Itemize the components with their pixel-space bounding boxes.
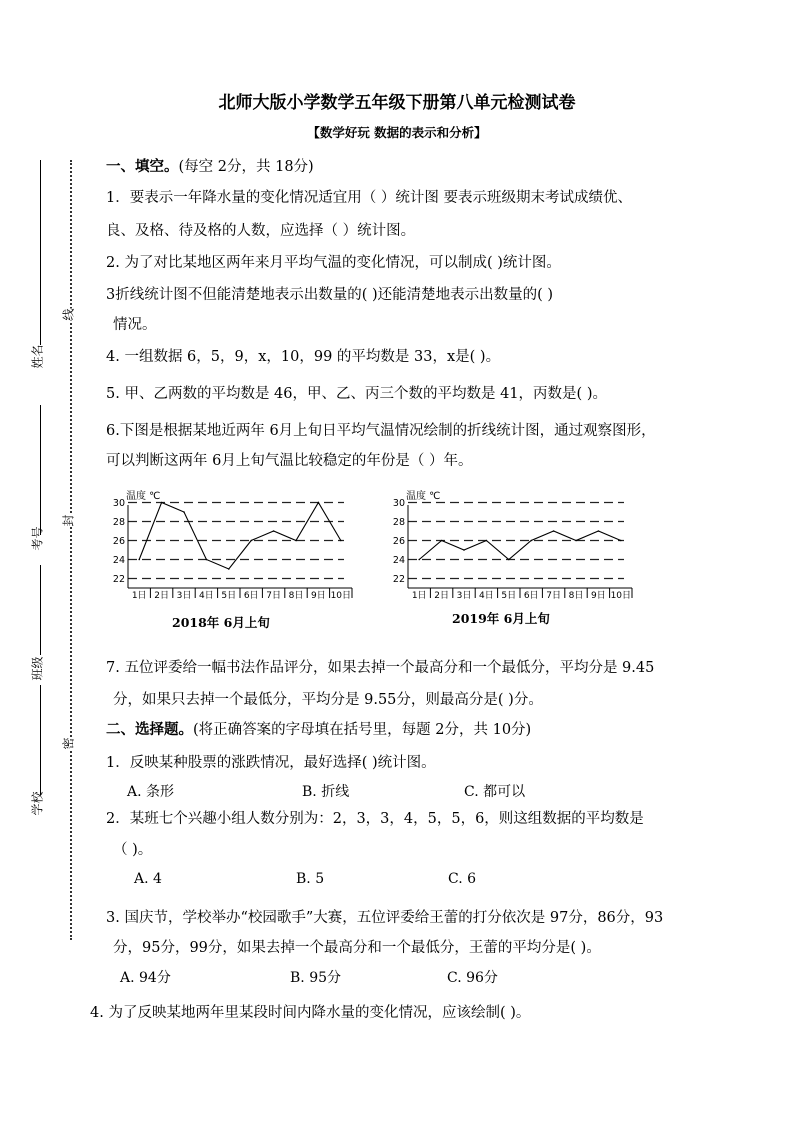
- margin-rule: [40, 160, 41, 345]
- data-point: [273, 530, 275, 532]
- s2-q2-line2: （ )。: [113, 842, 153, 858]
- x-tick-label: 6日: [243, 591, 259, 601]
- margin-rule: [40, 405, 41, 535]
- x-tick-label: 10日: [610, 591, 632, 601]
- data-point: [463, 549, 465, 551]
- s2-q2-option-a: A. 4: [134, 871, 162, 887]
- y-axis-label: 温度 ℃: [126, 491, 161, 502]
- q7-line2: 分，如果只去掉一个最低分，平均分是 9.55分，则最高分是( )分。: [113, 692, 543, 708]
- q7-line1: 7. 五位评委给一幅书法作品评分，如果去掉一个最高分和一个最低分，平均分是 9.45: [106, 660, 655, 676]
- data-point: [318, 502, 320, 504]
- y-tick-label: 24: [112, 555, 125, 566]
- data-point: [228, 568, 230, 570]
- y-tick-label: 30: [392, 498, 405, 509]
- binding-line-char: 线: [61, 308, 76, 321]
- s2-q1-option-a: A. 条形: [127, 784, 175, 800]
- x-tick-label: 2日: [154, 591, 169, 601]
- section-1-label: 一、填空。: [106, 158, 179, 175]
- chart-2019-caption: 2019年 6月上旬: [452, 611, 550, 626]
- y-tick-label: 22: [392, 574, 405, 585]
- data-point: [575, 540, 577, 542]
- data-point: [161, 502, 163, 504]
- section-2-label: 二、选择题。: [106, 721, 193, 738]
- q6-line1: 6.下图是根据某地近两年 6月上旬日平均气温情况绘制的折线统计图，通过观察图形，: [106, 423, 656, 439]
- data-point: [530, 540, 532, 542]
- x-tick-label: 3日: [176, 591, 192, 601]
- section-1-note: (每空 2分，共 18分): [178, 159, 314, 175]
- q6-line2: 可以判断这两年 6月上旬气温比较稳定的年份是（ ）年。: [106, 453, 473, 469]
- binding-secret-char: 密: [61, 737, 76, 750]
- x-tick-label: 5日: [501, 591, 517, 601]
- s2-q1-option-c: C. 都可以: [464, 784, 526, 800]
- data-point: [441, 540, 443, 542]
- x-tick-label: 2日: [434, 591, 449, 601]
- data-point: [295, 540, 297, 542]
- y-tick-label: 24: [392, 555, 405, 566]
- section-1-header: [106, 155, 314, 176]
- s2-q3-option-c: C. 96分: [447, 970, 498, 986]
- x-tick-label: 4日: [479, 591, 494, 601]
- temperature-chart-2019: [380, 483, 640, 608]
- class-label: 班级: [30, 656, 45, 681]
- x-tick-label: 4日: [199, 591, 214, 601]
- s2-q3-line1: 3. 国庆节，学校举办“校园歌手”大赛，五位评委给王蕾的打分依次是 97分，86分，93: [106, 910, 664, 926]
- x-tick-label: 9日: [311, 591, 326, 601]
- data-point: [206, 559, 208, 561]
- data-point: [598, 530, 600, 532]
- x-tick-label: 8日: [288, 591, 304, 601]
- x-tick-label: 8日: [568, 591, 584, 601]
- x-tick-label: 10日: [330, 591, 352, 601]
- temperature-chart-2018: [100, 483, 360, 608]
- q4-text: 4. 一组数据 6，5，9，x，10，99 的平均数是 33，x是( )。: [106, 349, 501, 365]
- s2-q2-option-b: B. 5: [296, 871, 325, 887]
- x-tick-label: 9日: [591, 591, 606, 601]
- margin-rule: [40, 685, 41, 795]
- school-label: 学校: [30, 791, 45, 816]
- y-tick-label: 30: [112, 498, 125, 509]
- s2-q2-line1: 2．某班七个兴趣小组人数分别为：2，3，3，4，5，5，6，则这组数据的平均数是: [106, 811, 644, 827]
- data-point: [553, 530, 555, 532]
- y-tick-label: 28: [392, 517, 405, 528]
- binding-seal-char: 封: [61, 514, 76, 527]
- x-tick-label: 5日: [221, 591, 237, 601]
- x-tick-label: 1日: [411, 591, 427, 601]
- data-point: [250, 540, 252, 542]
- y-axis-label: 温度 ℃: [406, 491, 441, 502]
- name-label: 姓名: [30, 344, 45, 369]
- y-tick-label: 26: [392, 536, 405, 547]
- s2-q2-option-c: C. 6: [448, 871, 477, 887]
- s2-q1-text: 1．反映某种股票的涨跌情况，最好选择( )统计图。: [106, 755, 436, 771]
- s2-q3-option-b: B. 95分: [290, 970, 342, 986]
- section-2-header: [106, 718, 531, 739]
- data-point: [183, 511, 185, 513]
- data-point: [620, 540, 622, 542]
- y-tick-label: 22: [112, 574, 125, 585]
- data-point: [508, 559, 510, 561]
- x-tick-label: 7日: [546, 591, 561, 601]
- q3-line1: 3折线统计图不但能清楚地表示出数量的( )还能清楚地表示出数量的( ): [106, 287, 554, 303]
- x-tick-label: 6日: [523, 591, 539, 601]
- series-line-2019: [419, 531, 621, 560]
- data-point: [138, 559, 140, 561]
- q2-text: 2. 为了对比某地区两年来月平均气温的变化情况，可以制成( )统计图。: [106, 255, 561, 271]
- s2-q4-text: 4. 为了反映某地两年里某段时间内降水量的变化情况，应该绘制( )。: [90, 1005, 531, 1021]
- page-subtitle: 【数学好玩 数据的表示和分析】: [307, 125, 487, 140]
- s2-q3-option-a: A. 94分: [120, 970, 171, 986]
- s2-q3-line2: 分，95分，99分，如果去掉一个最高分和一个最低分，王蕾的平均分是( )。: [113, 940, 601, 956]
- y-tick-label: 26: [112, 536, 125, 547]
- page-title: 北师大版小学数学五年级下册第八单元检测试卷: [218, 93, 576, 113]
- exam-number-label: 考号: [30, 526, 45, 551]
- margin-rule: [40, 565, 41, 655]
- q1-line1: 1．要表示一年降水量的变化情况适宜用（ ）统计图 要表示班级期末考试成绩优、: [106, 190, 632, 206]
- x-tick-label: 3日: [456, 591, 472, 601]
- x-tick-label: 1日: [131, 591, 147, 601]
- data-point: [418, 559, 420, 561]
- binding-dotted-line: [70, 160, 72, 940]
- data-point: [486, 540, 488, 542]
- chart-2018-caption: 2018年 6月上旬: [172, 615, 270, 630]
- q5-text: 5. 甲、乙两数的平均数是 46，甲、乙、丙三个数的平均数是 41，丙数是( )。: [106, 386, 607, 402]
- y-tick-label: 28: [112, 517, 125, 528]
- q1-line2: 良、及格、待及格的人数，应选择（ ）统计图。: [106, 223, 416, 239]
- x-tick-label: 7日: [266, 591, 281, 601]
- s2-q1-option-b: B. 折线: [302, 784, 350, 800]
- q3-line2: 情况。: [113, 317, 157, 333]
- section-2-note: (将正确答案的字母填在括号里，每题 2分，共 10分): [193, 722, 532, 738]
- data-point: [340, 540, 342, 542]
